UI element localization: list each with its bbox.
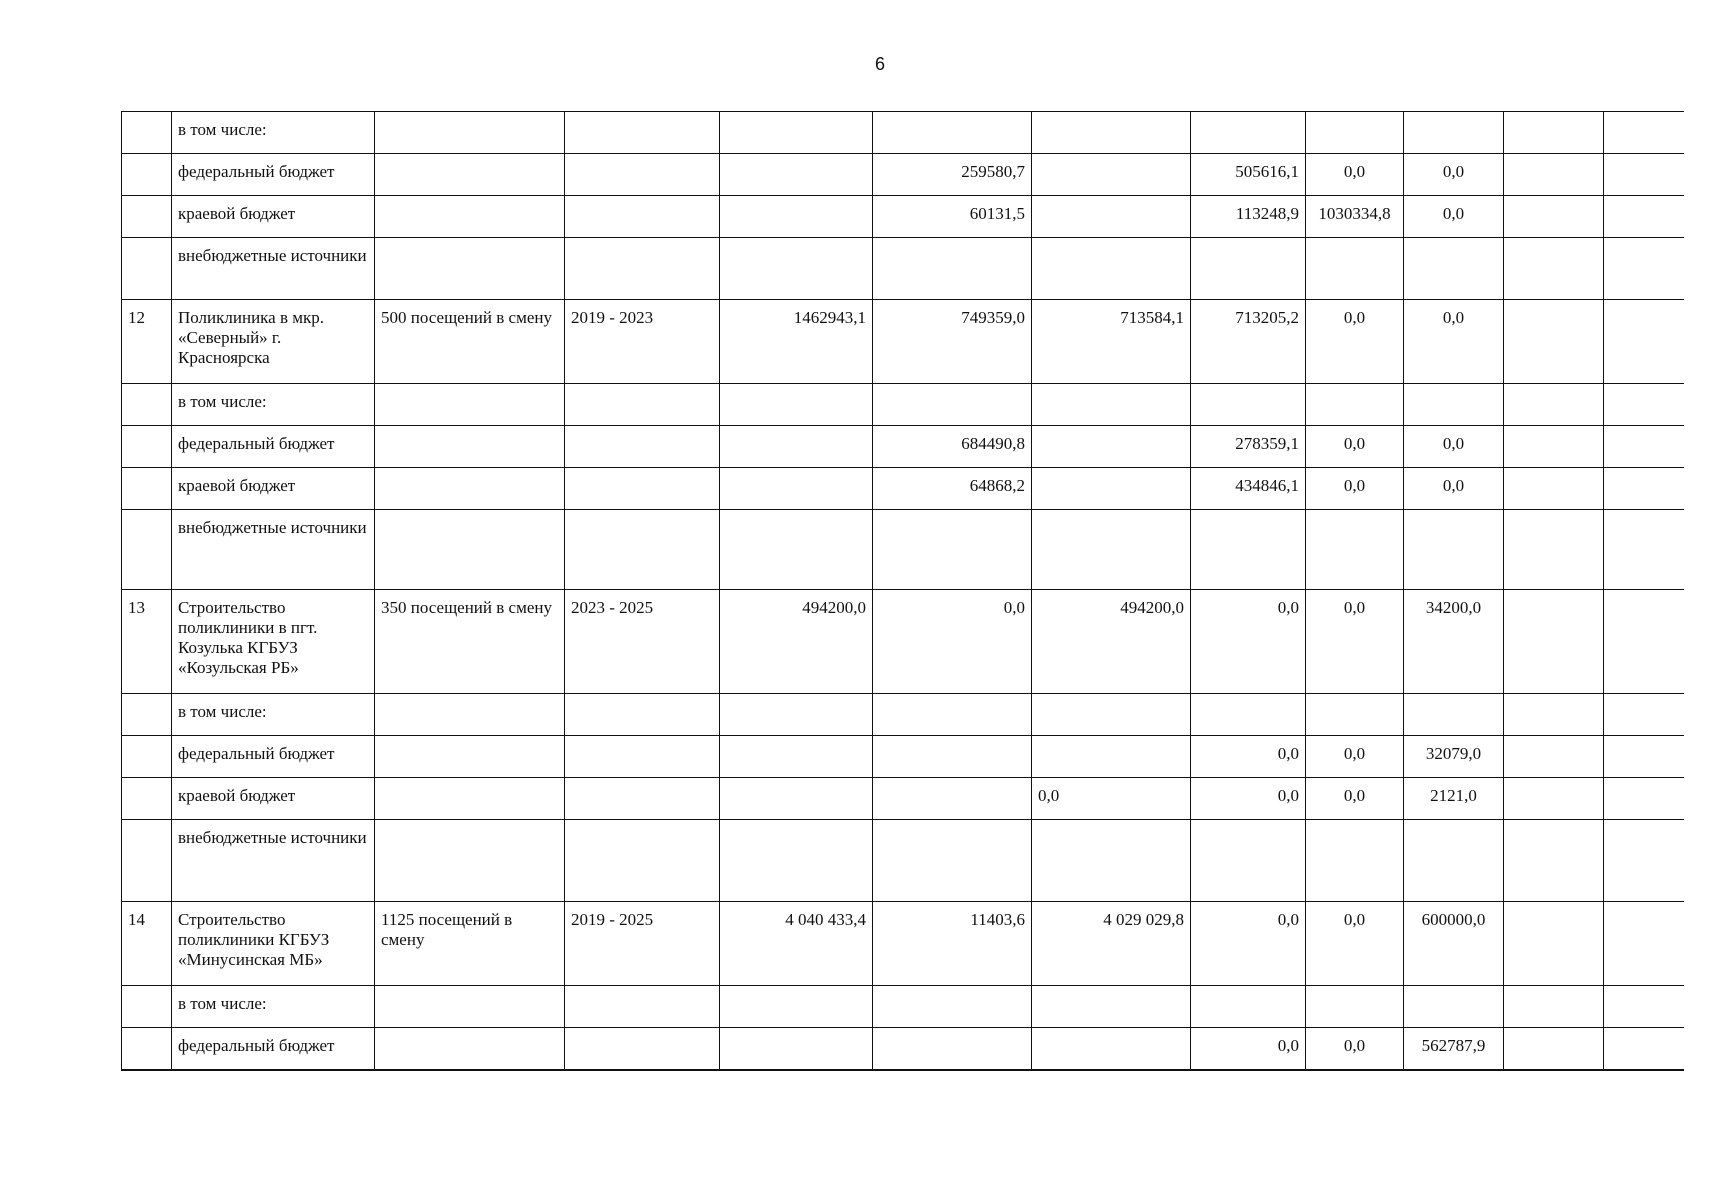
value-cell: 60131,5 (873, 196, 1032, 238)
value-cell (1191, 384, 1306, 426)
value-cell (375, 112, 565, 154)
value-cell: 0,0 (1404, 468, 1504, 510)
empty-cell (1604, 778, 1684, 820)
funding-row (122, 238, 1684, 300)
value-cell: 713205,2 (1191, 300, 1306, 384)
value-cell: 0,0 (1404, 154, 1504, 196)
capacity-cell: 350 посещений в смену (375, 590, 565, 694)
investment-table (121, 111, 1684, 1071)
value-cell: 0,0 (1404, 196, 1504, 238)
value-cell (565, 1028, 720, 1070)
empty-cell (1504, 986, 1604, 1028)
funding-source-cell: в том числе: (172, 986, 375, 1028)
value-cell (1032, 426, 1191, 468)
value-cell (873, 1028, 1032, 1070)
funding-source-cell: федеральный бюджет (172, 1028, 375, 1070)
empty-cell (1504, 694, 1604, 736)
empty-cell (1604, 986, 1684, 1028)
value-cell (720, 468, 873, 510)
funding-source-cell: внебюджетные источники (172, 238, 375, 300)
value-cell (720, 196, 873, 238)
empty-cell (1604, 902, 1684, 986)
empty-cell (1504, 154, 1604, 196)
value-cell: 494200,0 (720, 590, 873, 694)
funding-source-cell: федеральный бюджет (172, 736, 375, 778)
page-number: 6 (874, 54, 885, 74)
row-number-cell (122, 510, 172, 590)
empty-cell (1504, 238, 1604, 300)
funding-row (122, 820, 1684, 902)
value-cell (1032, 510, 1191, 590)
empty-cell (1604, 238, 1684, 300)
object-row (122, 902, 1684, 986)
value-cell (1404, 238, 1504, 300)
value-cell: 562787,9 (1404, 1028, 1504, 1070)
value-cell (1306, 384, 1404, 426)
value-cell (1191, 112, 1306, 154)
value-cell (720, 112, 873, 154)
value-cell (565, 736, 720, 778)
value-cell (375, 196, 565, 238)
capacity-cell: 500 посещений в смену (375, 300, 565, 384)
value-cell (565, 510, 720, 590)
value-cell (565, 238, 720, 300)
empty-cell (1604, 1028, 1684, 1070)
value-cell: 494200,0 (1032, 590, 1191, 694)
value-cell (720, 820, 873, 902)
row-number-cell (122, 468, 172, 510)
funding-row (122, 154, 1684, 196)
value-cell (1404, 694, 1504, 736)
value-cell: 0,0 (1191, 902, 1306, 986)
value-cell: 0,0 (1306, 426, 1404, 468)
value-cell (375, 736, 565, 778)
empty-cell (1604, 154, 1684, 196)
funding-source-cell: в том числе: (172, 384, 375, 426)
value-cell (873, 736, 1032, 778)
empty-cell (1604, 196, 1684, 238)
value-cell: 32079,0 (1404, 736, 1504, 778)
empty-cell (1604, 590, 1684, 694)
value-cell (1032, 694, 1191, 736)
value-cell: 0,0 (1191, 778, 1306, 820)
value-cell (375, 384, 565, 426)
value-cell (1032, 154, 1191, 196)
value-cell: 434846,1 (1191, 468, 1306, 510)
value-cell (1191, 986, 1306, 1028)
value-cell (1404, 384, 1504, 426)
funding-source-cell: внебюджетные источники (172, 510, 375, 590)
value-cell: 113248,9 (1191, 196, 1306, 238)
value-cell: 259580,7 (873, 154, 1032, 196)
empty-cell (1604, 384, 1684, 426)
value-cell (565, 986, 720, 1028)
empty-cell (1604, 426, 1684, 468)
value-cell: 505616,1 (1191, 154, 1306, 196)
empty-cell (1504, 300, 1604, 384)
value-cell (873, 820, 1032, 902)
funding-row (122, 112, 1684, 154)
object-name-cell: Строительство поликлиники КГБУЗ «Минусинская МБ» (172, 902, 375, 986)
empty-cell (1504, 384, 1604, 426)
value-cell: 684490,8 (873, 426, 1032, 468)
value-cell (873, 384, 1032, 426)
value-cell (1404, 820, 1504, 902)
value-cell (1306, 112, 1404, 154)
empty-cell (1504, 112, 1604, 154)
value-cell (873, 694, 1032, 736)
empty-cell (1504, 196, 1604, 238)
empty-cell (1604, 820, 1684, 902)
value-cell (1032, 468, 1191, 510)
funding-row (122, 468, 1684, 510)
row-number-cell (122, 238, 172, 300)
value-cell (375, 238, 565, 300)
value-cell (1191, 820, 1306, 902)
row-number-cell (122, 1028, 172, 1070)
value-cell: 1462943,1 (720, 300, 873, 384)
value-cell (375, 694, 565, 736)
value-cell: 600000,0 (1404, 902, 1504, 986)
value-cell (720, 986, 873, 1028)
value-cell: 0,0 (1404, 426, 1504, 468)
empty-cell (1604, 112, 1684, 154)
value-cell (1306, 986, 1404, 1028)
funding-source-cell: краевой бюджет (172, 778, 375, 820)
value-cell (1032, 1028, 1191, 1070)
value-cell: 0,0 (873, 590, 1032, 694)
funding-row (122, 736, 1684, 778)
empty-cell (1504, 778, 1604, 820)
value-cell (1191, 238, 1306, 300)
value-cell: 0,0 (1306, 154, 1404, 196)
empty-cell (1504, 736, 1604, 778)
value-cell (375, 468, 565, 510)
value-cell (720, 154, 873, 196)
value-cell (873, 112, 1032, 154)
value-cell (565, 778, 720, 820)
value-cell (1404, 510, 1504, 590)
value-cell (375, 778, 565, 820)
value-cell (1404, 986, 1504, 1028)
value-cell (720, 426, 873, 468)
value-cell: 713584,1 (1032, 300, 1191, 384)
row-number-cell (122, 736, 172, 778)
value-cell (565, 196, 720, 238)
value-cell (720, 736, 873, 778)
value-cell (375, 154, 565, 196)
value-cell (1032, 736, 1191, 778)
value-cell: 4 029 029,8 (1032, 902, 1191, 986)
value-cell (873, 986, 1032, 1028)
value-cell: 2121,0 (1404, 778, 1504, 820)
empty-cell (1604, 300, 1684, 384)
value-cell (1032, 820, 1191, 902)
row-number-cell (122, 694, 172, 736)
empty-cell (1504, 902, 1604, 986)
funding-row (122, 986, 1684, 1028)
value-cell: 0,0 (1306, 468, 1404, 510)
value-cell (565, 468, 720, 510)
value-cell: 0,0 (1191, 736, 1306, 778)
funding-row (122, 196, 1684, 238)
value-cell (565, 384, 720, 426)
value-cell (720, 238, 873, 300)
value-cell (1306, 820, 1404, 902)
period-cell: 2019 - 2025 (565, 902, 720, 986)
value-cell (565, 426, 720, 468)
value-cell: 1030334,8 (1306, 196, 1404, 238)
value-cell: 278359,1 (1191, 426, 1306, 468)
object-row (122, 590, 1684, 694)
value-cell (1032, 986, 1191, 1028)
row-number-cell (122, 154, 172, 196)
value-cell (1404, 112, 1504, 154)
value-cell (720, 1028, 873, 1070)
period-cell: 2023 - 2025 (565, 590, 720, 694)
funding-source-cell: краевой бюджет (172, 196, 375, 238)
empty-cell (1504, 468, 1604, 510)
value-cell (565, 820, 720, 902)
row-number-cell (122, 778, 172, 820)
funding-row (122, 510, 1684, 590)
row-number-cell (122, 426, 172, 468)
capacity-cell: 1125 посещений в смену (375, 902, 565, 986)
value-cell: 64868,2 (873, 468, 1032, 510)
object-name-cell: Поликлиника в мкр. «Северный» г. Красноярска (172, 300, 375, 384)
object-name-cell: Строительство поликлиники в пгт. Козулька КГБУЗ «Козульская РБ» (172, 590, 375, 694)
row-number-cell (122, 986, 172, 1028)
value-cell (1306, 510, 1404, 590)
funding-source-cell: федеральный бюджет (172, 426, 375, 468)
row-number-cell: 14 (122, 902, 172, 986)
empty-cell (1604, 468, 1684, 510)
value-cell: 0,0 (1306, 778, 1404, 820)
empty-cell (1504, 426, 1604, 468)
value-cell (1032, 384, 1191, 426)
object-row (122, 300, 1684, 384)
funding-row (122, 1028, 1684, 1070)
value-cell (873, 510, 1032, 590)
value-cell (375, 986, 565, 1028)
value-cell (1191, 694, 1306, 736)
funding-source-cell: федеральный бюджет (172, 154, 375, 196)
empty-cell (1504, 510, 1604, 590)
period-cell: 2019 - 2023 (565, 300, 720, 384)
funding-row (122, 778, 1684, 820)
value-cell: 34200,0 (1404, 590, 1504, 694)
value-cell (565, 154, 720, 196)
value-cell (720, 694, 873, 736)
value-cell: 0,0 (1306, 736, 1404, 778)
value-cell (1306, 238, 1404, 300)
row-number-cell: 12 (122, 300, 172, 384)
funding-source-cell: краевой бюджет (172, 468, 375, 510)
row-number-cell (122, 196, 172, 238)
value-cell: 0,0 (1404, 300, 1504, 384)
value-cell: 0,0 (1306, 590, 1404, 694)
empty-cell (1604, 694, 1684, 736)
empty-cell (1604, 736, 1684, 778)
value-cell (720, 778, 873, 820)
funding-row (122, 694, 1684, 736)
value-cell (720, 384, 873, 426)
value-cell (565, 112, 720, 154)
value-cell: 0,0 (1306, 902, 1404, 986)
value-cell: 749359,0 (873, 300, 1032, 384)
value-cell: 0,0 (1306, 1028, 1404, 1070)
value-cell: 0,0 (1032, 778, 1191, 820)
row-number-cell (122, 384, 172, 426)
value-cell (1306, 694, 1404, 736)
value-cell (375, 510, 565, 590)
value-cell (565, 694, 720, 736)
value-cell: 11403,6 (873, 902, 1032, 986)
value-cell (1191, 510, 1306, 590)
value-cell (873, 238, 1032, 300)
value-cell (375, 1028, 565, 1070)
value-cell (375, 426, 565, 468)
value-cell (1032, 238, 1191, 300)
row-number-cell: 13 (122, 590, 172, 694)
funding-source-cell: внебюджетные источники (172, 820, 375, 902)
value-cell (873, 778, 1032, 820)
value-cell: 0,0 (1191, 1028, 1306, 1070)
funding-source-cell: в том числе: (172, 694, 375, 736)
funding-source-cell: в том числе: (172, 112, 375, 154)
value-cell (1032, 196, 1191, 238)
funding-row (122, 384, 1684, 426)
empty-cell (1504, 820, 1604, 902)
row-number-cell (122, 112, 172, 154)
value-cell: 0,0 (1306, 300, 1404, 384)
value-cell (375, 820, 565, 902)
empty-cell (1504, 1028, 1604, 1070)
row-number-cell (122, 820, 172, 902)
funding-row (122, 426, 1684, 468)
value-cell: 0,0 (1191, 590, 1306, 694)
value-cell (720, 510, 873, 590)
value-cell (1032, 112, 1191, 154)
empty-cell (1504, 590, 1604, 694)
empty-cell (1604, 510, 1684, 590)
value-cell: 4 040 433,4 (720, 902, 873, 986)
